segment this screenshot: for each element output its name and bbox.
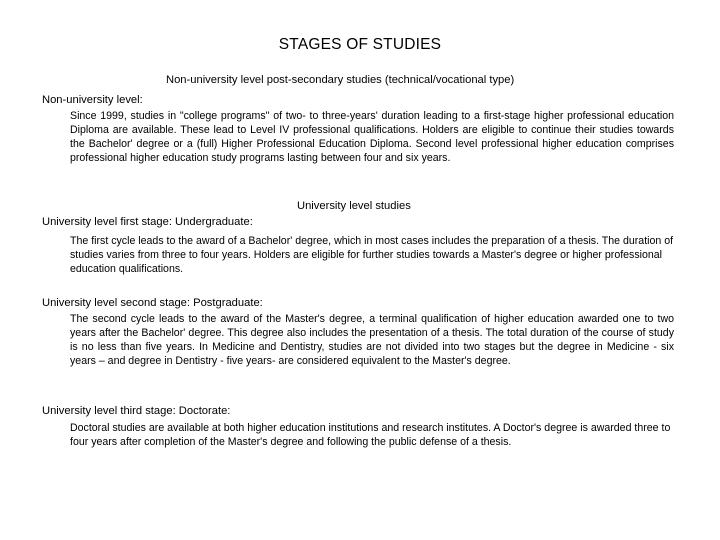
- non-university-heading: Non-university level post-secondary studies (technical/vocational type): [166, 74, 515, 86]
- first-stage-label-rest: Undergraduate:: [171, 216, 253, 228]
- university-heading: University level studies: [297, 200, 411, 212]
- first-stage-label-bold: University level first stage:: [42, 216, 172, 228]
- third-stage-label-bold: University level third stage:: [42, 405, 176, 417]
- third-stage-label-rest: Doctorate:: [175, 405, 231, 417]
- non-university-label: Non-university level:: [42, 94, 143, 106]
- first-stage-label: [42, 216, 253, 228]
- third-stage-label: [42, 405, 230, 417]
- second-stage-label-bold: University level second stage:: [42, 297, 190, 309]
- second-stage-text: The second cycle leads to the award of the Master's degree, a terminal qualification of higher education awarded one to two years after the Bachelor' degree. This degree also includes the presentation of a thesis. The total duration of the course of study is no less than five years. In Medicine and Dentistry, studies are not divided into two stages but the degree in Medicine - six years – and degree in Dentistry - five years- are considered equivalent to the Master's degree.: [70, 313, 674, 367]
- second-stage-label-rest: Postgraduate:: [190, 297, 263, 309]
- page-title: STAGES OF STUDIES: [278, 36, 442, 53]
- non-university-text: Since 1999, studies in "college programs" of two- to three-years' duration leading to a first-stage higher professional education Diploma are available. These lead to Level IV professional qualifications. Holders are eligible to continue their studies towards the Bachelor' degree or a (full) Higher Professional Education Diploma. Second level professional higher education comprises professional higher education study programs lasting between four and six years.: [70, 110, 674, 164]
- third-stage-text: Doctoral studies are available at both higher education institutions and research institutes. A Doctor's degree is awarded three to four years after completion of the Master's degree and following the public defense of a thesis.: [70, 422, 671, 448]
- first-stage-text: The first cycle leads to the award of a Bachelor' degree, which in most cases includes the preparation of a thesis. The duration of studies varies from three to four years. Holders are eligible for further studies towards a Master's degree or higher professional education qualifications.: [70, 235, 674, 275]
- second-stage-label: [42, 297, 263, 309]
